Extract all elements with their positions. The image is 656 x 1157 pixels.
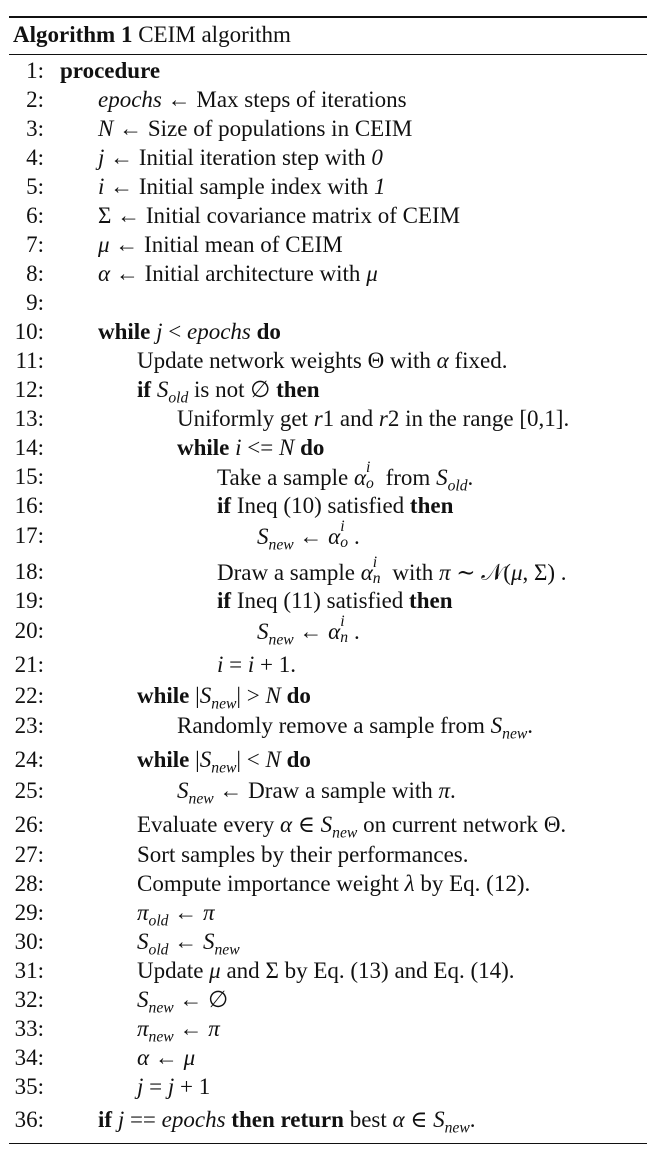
line-number: 6: — [26, 203, 44, 228]
line-23 — [0, 711, 656, 741]
line-number: 28: — [14, 871, 44, 896]
line-5 — [0, 172, 656, 202]
keyword: procedure — [60, 58, 161, 83]
line-text: if Ineq (10) satisfied then — [217, 493, 454, 518]
line-7 — [0, 230, 656, 260]
line-text: Update μ and Σ by Eq. (13) and Eq. (14). — [137, 958, 515, 983]
line-3 — [0, 114, 656, 144]
line-35 — [0, 1072, 656, 1102]
line-text: if j == epochs then return best α ∈ $S_{new}$. — [98, 1107, 476, 1137]
line-text: Σ ← Initial covariance matrix of CEIM — [98, 203, 461, 228]
line-18 — [0, 554, 656, 588]
line-text: epochs ← Max steps of iterations — [98, 87, 407, 112]
line-6 — [0, 201, 656, 231]
line-17 — [0, 518, 656, 554]
line-text: Compute importance weight λ by Eq. (12). — [137, 871, 531, 896]
line-15 — [0, 459, 656, 495]
line-number: 35: — [14, 1074, 44, 1099]
line-text: $S_{new}$ ← α i n . — [257, 613, 360, 649]
line-text: Uniformly get r1 and r2 in the range [0,1]. — [177, 406, 570, 431]
line-number: 20: — [14, 618, 44, 643]
line-text: Draw a sample α i n with π ∼ 𝒩(μ, Σ) . — [217, 554, 567, 588]
line-1 — [0, 56, 656, 86]
line-21 — [0, 650, 656, 680]
line-20 — [0, 613, 656, 649]
line-number: 31: — [14, 958, 44, 983]
line-text: N ← Size of populations in CEIM — [98, 116, 413, 141]
line-text: Sort samples by their performances. — [137, 842, 469, 867]
line-number: 2: — [26, 87, 44, 112]
line-text: if Ineq (11) satisfied then — [217, 588, 453, 613]
algorithm-label: Algorithm 1 — [13, 22, 133, 47]
line-number: 34: — [14, 1045, 44, 1070]
line-number: 9: — [26, 290, 44, 315]
algorithm-caption — [13, 21, 291, 49]
line-text: while $|S_{new}| > N$ do — [137, 683, 311, 713]
line-text: $\pi_{new}$ ← π — [137, 1016, 220, 1046]
line-text: Randomly remove a sample from $S_{new}$. — [177, 713, 534, 743]
line-number: 7: — [26, 232, 44, 257]
line-number: 30: — [14, 929, 44, 954]
bottom-rule — [9, 1143, 647, 1144]
line-24 — [0, 745, 656, 775]
line-number: 27: — [14, 842, 44, 867]
line-text: $\pi_{old}$ ← π — [137, 900, 215, 930]
line-text: α ← μ — [137, 1045, 196, 1070]
line-text: while $|S_{new}| < N$ do — [137, 747, 311, 777]
line-number: 13: — [14, 406, 44, 431]
line-text: i = i + 1. — [217, 652, 296, 677]
line-22 — [0, 681, 656, 711]
line-12 — [0, 375, 656, 405]
line-number: 11: — [15, 348, 44, 373]
line-9 — [0, 288, 656, 318]
line-text: Evaluate every α ∈ $S_{new}$ on current network Θ. — [137, 812, 567, 842]
line-number: 18: — [14, 559, 44, 584]
line-14 — [0, 433, 656, 463]
top-rule — [9, 16, 647, 18]
line-number: 14: — [14, 435, 44, 460]
line-number: 8: — [26, 261, 44, 286]
line-number: 10: — [14, 319, 44, 344]
line-number: 25: — [14, 778, 44, 803]
line-text: j = j + 1 — [137, 1074, 211, 1099]
line-text: $S_{new}$ ← Draw a sample with π. — [177, 778, 456, 808]
caption-rule — [9, 54, 647, 55]
line-32 — [0, 985, 656, 1015]
line-4 — [0, 143, 656, 173]
line-number: 36: — [14, 1107, 44, 1132]
line-text: α ← Initial architecture with μ — [98, 261, 378, 286]
line-text: Update network weights Θ with α fixed. — [137, 348, 508, 373]
line-33 — [0, 1014, 656, 1044]
line-number: 26: — [14, 812, 44, 837]
line-number: 33: — [14, 1016, 44, 1041]
line-31 — [0, 956, 656, 986]
line-number: 3: — [26, 116, 44, 141]
line-34 — [0, 1043, 656, 1073]
line-number: 32: — [14, 987, 44, 1012]
line-number: 5: — [26, 174, 44, 199]
line-number: 23: — [14, 713, 44, 738]
line-text: while j < epochs do — [98, 319, 281, 344]
line-number: 12: — [14, 377, 44, 402]
line-number: 22: — [14, 683, 44, 708]
line-19 — [0, 586, 656, 616]
line-text: μ ← Initial mean of CEIM — [98, 232, 343, 257]
algorithm-title: CEIM algorithm — [138, 22, 291, 47]
line-text: $S_{new}$ ← α i o . — [257, 518, 360, 554]
line-11 — [0, 346, 656, 376]
line-text: j ← Initial iteration step with 0 — [98, 145, 383, 170]
line-29 — [0, 898, 656, 928]
line-16 — [0, 491, 656, 521]
line-2 — [0, 85, 656, 115]
line-number: 4: — [26, 145, 44, 170]
line-number: 24: — [14, 747, 44, 772]
line-number: 29: — [14, 900, 44, 925]
line-30 — [0, 927, 656, 957]
line-8 — [0, 259, 656, 289]
line-number: 19: — [14, 588, 44, 613]
line-text: i ← Initial sample index with 1 — [98, 174, 386, 199]
line-number: 21: — [14, 652, 44, 677]
line-26 — [0, 810, 656, 840]
line-28 — [0, 869, 656, 899]
line-25 — [0, 776, 656, 806]
line-10 — [0, 317, 656, 347]
line-number: 16: — [14, 493, 44, 518]
line-text: while i <= N do — [177, 435, 325, 460]
line-27 — [0, 840, 656, 870]
line-13 — [0, 404, 656, 434]
line-number: 15: — [14, 464, 44, 489]
line-text: Take a sample α i o from $S_{old}$. — [217, 459, 474, 495]
line-36 — [0, 1105, 656, 1135]
line-number: 1: — [26, 58, 44, 83]
line-number: 17: — [14, 523, 44, 548]
line-text: $S_{old}$ ← $S_{new}$ — [137, 929, 240, 959]
line-text: if $S_{old}$ is not ∅ then — [137, 377, 320, 407]
line-text: $S_{new}$ ← ∅ — [137, 987, 229, 1017]
